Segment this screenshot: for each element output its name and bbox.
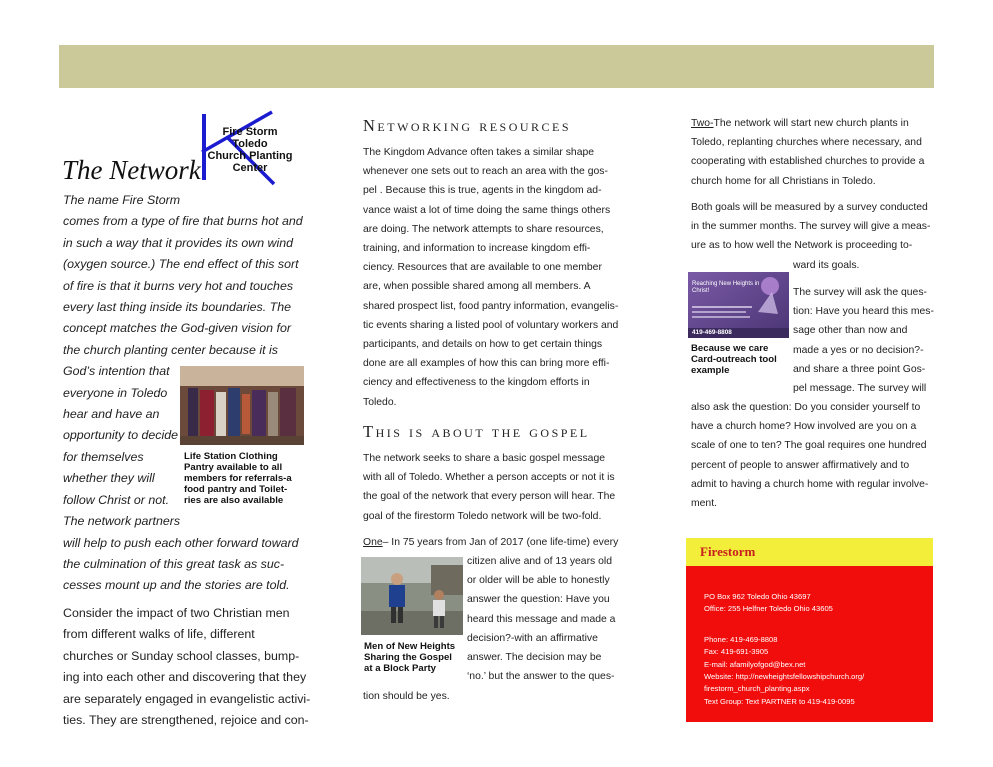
logo-text-line: Fire Storm — [222, 126, 278, 138]
intro-line: the church planting center because it is — [63, 342, 278, 357]
body-line: The survey will ask the ques- — [793, 287, 927, 298]
body-line: ward its goals. — [793, 260, 860, 271]
gospel-paragraph — [363, 449, 633, 526]
caption-line: Pantry available to all — [184, 462, 283, 473]
contact-website[interactable]: Website: http://newheightsfellowshipchurch.org/ — [704, 672, 865, 681]
outreach-card-image — [688, 272, 789, 338]
impact-line: churches or Sunday school classes, bump- — [63, 648, 300, 663]
intro-line: everyone in Toledo — [63, 385, 168, 400]
body-line: with all of Toledo. Whether a person accepts or not it is — [363, 472, 615, 484]
caption-line: Because we care — [691, 343, 769, 354]
contact-website-path[interactable]: firestorm_church_planting.aspx — [704, 684, 810, 693]
intro-line: (oxygen source.) The end effect of this sort — [63, 257, 299, 272]
intro-line: whether they will — [63, 471, 155, 486]
impact-paragraph — [63, 603, 311, 731]
goal-one-label: One — [363, 537, 383, 548]
body-line: are, when possible shared among all members. A — [363, 281, 591, 293]
header-band — [59, 45, 934, 88]
body-line: in the summer months. The survey will give a meas- — [691, 221, 931, 233]
intro-line: concept matches the God-given vision for — [63, 321, 291, 336]
body-line: percent of people to answer affirmatively and to — [691, 459, 910, 471]
contact-office: Office: 255 Helfner Toledo Ohio 43605 — [704, 604, 833, 613]
caption-line: Life Station Clothing — [184, 451, 278, 462]
body-line: ciency and effectiveness to the kingdom efforts in — [363, 377, 590, 389]
survey-full-paragraph — [691, 398, 936, 513]
block-party-photo — [361, 557, 463, 635]
card-phone: 419-469-8808 — [692, 329, 732, 336]
body-line: whenever one sets out to reach an area with the gos- — [363, 166, 608, 178]
goal-two-paragraph — [691, 114, 936, 191]
gospel-heading: This is about the gospel — [363, 422, 590, 441]
network-title: The Network — [62, 155, 201, 185]
body-line: training, and information to increase kingdom effi- — [363, 243, 591, 255]
intro-line: God’s intention that — [63, 364, 170, 379]
goals-measured-paragraph — [691, 198, 936, 256]
clothing-pantry-caption — [184, 451, 292, 506]
body-line: tion should be yes. — [363, 691, 450, 702]
goal-one-text: – In 75 years from Jan of 2017 (one life-time) every — [382, 537, 619, 548]
caption-line: Card-outreach tool — [691, 354, 777, 365]
goals-measured-last-line — [793, 256, 859, 275]
caption-line: Sharing the Gospel — [364, 652, 452, 663]
body-line: admit to having a church home with regular involve- — [691, 478, 929, 490]
impact-line: from different walks of life, different — [63, 627, 255, 642]
body-line: cooperating with established churches to provide a — [691, 156, 925, 168]
intro-line: for themselves — [63, 449, 144, 464]
intro-line: the culmination of this great task as suc- — [63, 556, 285, 571]
intro-line: The name Fire Storm — [63, 193, 181, 207]
body-line: ‘no.’ but the answer to the ques- — [467, 671, 615, 683]
body-line: ment. — [691, 498, 717, 510]
body-line: heard this message and made a — [467, 613, 616, 625]
caption-line: example — [691, 365, 730, 376]
logo-text-line: Center — [232, 162, 268, 174]
impact-line: are separately engaged in evangelistic activi- — [63, 691, 311, 706]
body-line: goal of the firestorm Toledo network will be two-fold. — [363, 510, 602, 522]
body-line: The network seeks to share a basic gospel message — [363, 453, 605, 464]
body-line: tion: Have you heard this mes- — [793, 306, 934, 318]
body-line: participants, and details on how to get certain things — [363, 339, 603, 351]
body-line: answer. The decision may be — [467, 652, 602, 664]
intro-line: comes from a type of fire that burns hot and — [63, 214, 303, 229]
caption-line: members for referrals-a — [184, 473, 292, 484]
body-line: ciency. Resources that are available to one member — [363, 262, 602, 274]
intro-line: will help to push each other forward toward — [63, 535, 299, 550]
caption-line: at a Block Party — [364, 663, 436, 674]
body-line: pel . Because this is true, agents in the kingdom ad- — [363, 185, 602, 197]
impact-line: ties. They are strengthened, rejoice and con- — [63, 713, 309, 728]
body-line: Toledo, replanting churches where necessary, and — [691, 137, 922, 149]
body-line: Toledo. — [363, 396, 397, 408]
intro-line: follow Christ or not. — [63, 492, 170, 507]
body-line: or older will be able to honestly — [467, 575, 610, 587]
body-line: The Kingdom Advance often takes a similar shape — [363, 147, 595, 158]
intro-line: cesses mount up and the stories are told. — [63, 578, 290, 593]
body-line: made a yes or no decision?- — [793, 344, 924, 356]
block-party-caption — [364, 641, 455, 674]
survey-side-paragraph — [793, 283, 938, 398]
contact-po-box: PO Box 962 Toledo Ohio 43697 — [704, 592, 811, 601]
goal-two-label: Two- — [691, 118, 714, 129]
intro-line: every last thing inside its boundaries. The — [63, 300, 291, 315]
goal-two-text: The network will start new church plants in — [713, 118, 909, 129]
caption-line: food pantry and Toilet- — [184, 484, 288, 495]
contact-email[interactable]: E-mail: afamilyofgod@bex.net — [704, 660, 806, 669]
card-title: Reaching New Heights in Christ! — [692, 281, 760, 294]
body-line: citizen alive and of 13 years old — [467, 556, 612, 567]
goal-one-paragraph — [467, 552, 635, 686]
goal-one-last-line — [363, 687, 633, 706]
caption-line: Men of New Heights — [364, 641, 456, 652]
body-line: the goal of the network that every person will hear. The — [363, 491, 616, 503]
caption-line: ries are also available — [184, 495, 284, 506]
intro-line: in such a way that it provides its own wind — [63, 235, 294, 250]
body-line: are doing. The network attempts to share resources, — [363, 223, 604, 235]
body-line: have a church home? How involved are you on a — [691, 421, 917, 433]
body-line: sage other than now and — [793, 325, 908, 337]
firestorm-title: Firestorm — [700, 544, 756, 559]
clothing-pantry-photo — [180, 366, 304, 445]
body-line: church home for all Christians in Toledo. — [691, 175, 876, 187]
contact-text-group: Text Group: Text PARTNER to 419-419-0095 — [704, 697, 855, 706]
networking-resources-heading: Networking resources — [363, 116, 572, 135]
intro-line: opportunity to decide — [63, 428, 179, 443]
contact-phone: Phone: 419-469-8808 — [704, 635, 778, 644]
impact-line: Consider the impact of two Christian men — [63, 606, 290, 620]
networking-resources-paragraph — [363, 143, 633, 412]
body-line: scale of one to ten? The goal requires one hundred — [691, 440, 927, 452]
body-line: and share a three point Gos- — [793, 363, 926, 375]
body-line: decision?-with an affirmative — [467, 632, 598, 644]
impact-line: ing into each other and discovering that they — [63, 670, 307, 685]
body-line: answer the question: Have you — [467, 594, 610, 606]
logo-text-line: Church Planting — [207, 150, 293, 162]
firestorm-title-bar — [686, 538, 933, 566]
body-line: also ask the question: Do you consider yourself to — [691, 402, 921, 413]
logo-text-line: Toledo — [232, 138, 268, 150]
body-line: tic events sharing a listed pool of voluntary workers and — [363, 319, 619, 331]
outreach-card-caption — [691, 343, 777, 376]
intro-line: of fire is that it burns very hot and touches — [63, 278, 294, 293]
goal-one-first-line — [363, 533, 633, 552]
intro-line: hear and have an — [63, 407, 160, 422]
intro-line: The network partners — [63, 514, 181, 529]
body-line: pel message. The survey will — [793, 383, 927, 395]
body-line: ure as to how well the Network is proceeding to- — [691, 240, 913, 252]
contact-box — [686, 566, 933, 722]
body-line: shared prospect list, food pantry information, evangelis- — [363, 300, 619, 312]
body-line: Both goals will be measured by a survey conducted — [691, 202, 928, 213]
body-line: done are all examples of how this can bring more effi- — [363, 358, 610, 370]
firestorm-logo — [194, 108, 306, 186]
contact-fax: Fax: 419-691-3905 — [704, 647, 769, 656]
body-line: vance waist a lot of time doing the same things others — [363, 204, 611, 216]
